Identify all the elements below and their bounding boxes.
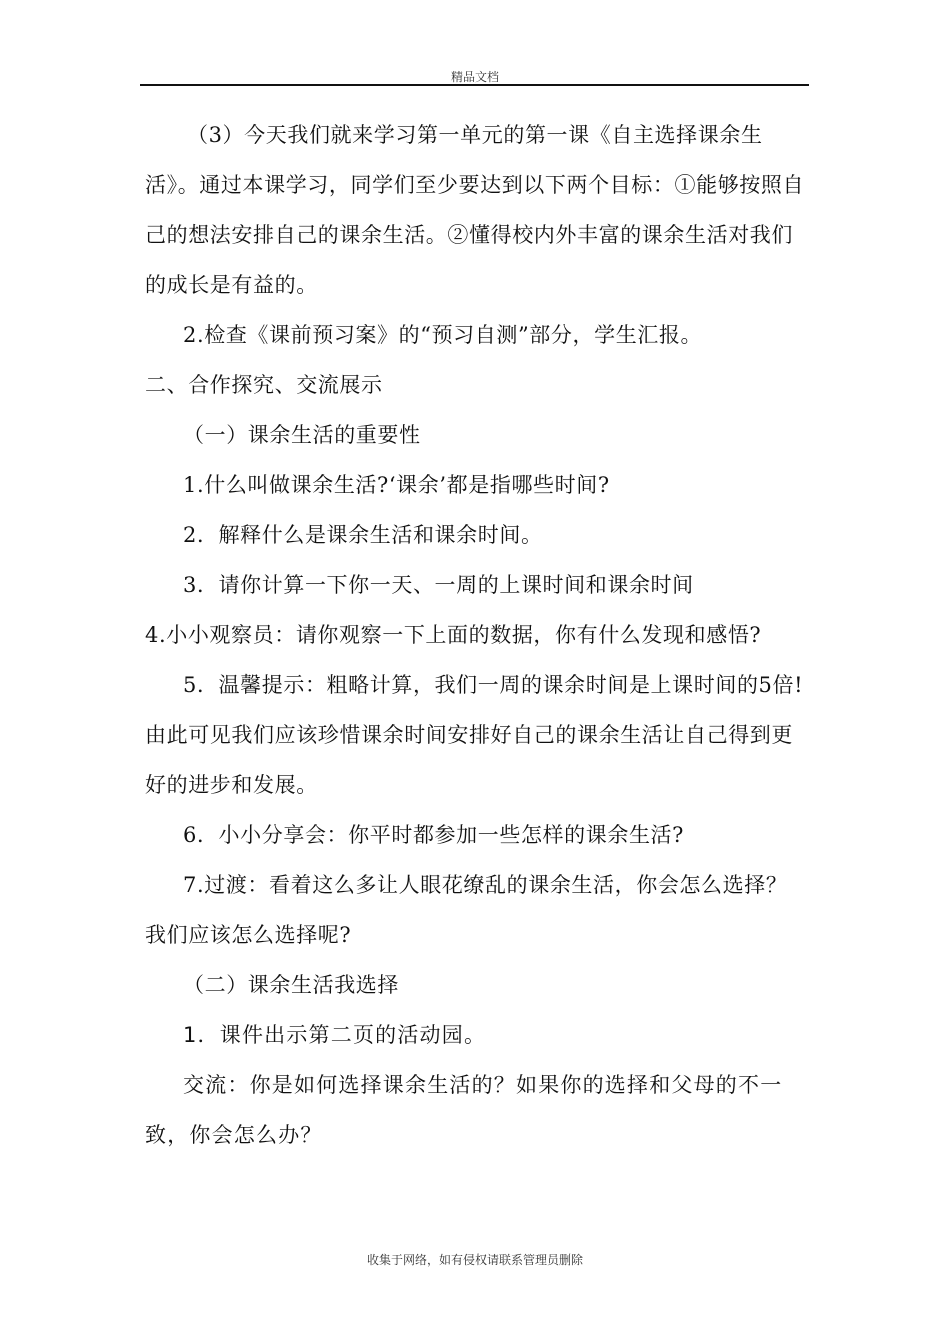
subsection-heading-importance: （一）课余生活的重要性 [183, 423, 421, 447]
question-item-7: 7.过渡：看着这么多让人眼花缭乱的课余生活，你会怎么选择？我们应该怎么选择呢? [145, 873, 788, 947]
page-footer: 收集于网络，如有侵权请联系管理员删除 [366, 1253, 583, 1267]
question-item-2: 2．解释什么是课余生活和课余时间。 [183, 523, 543, 547]
section-heading-cooperation: 二、合作探究、交流展示 [145, 373, 383, 397]
question-item-6: 6．小小分享会：你平时都参加一些怎样的课余生活? [183, 823, 685, 847]
question-item-1: 1.什么叫做课余生活?‘课余’都是指哪些时间? [183, 473, 610, 497]
discussion-paragraph: 交流：你是如何选择课余生活的？如果你的选择和父母的不一致，你会怎么办？ [145, 1073, 783, 1147]
question-item-4: 4.小小观察员：请你观察一下上面的数据，你有什么发现和感悟? [145, 623, 762, 647]
subsection-heading-choice: （二）课余生活我选择 [183, 973, 399, 997]
paragraph-preview-check: 2.检查《课前预习案》的“预习自测”部分，学生汇报。 [183, 323, 703, 347]
activity-item-1: 1．课件出示第二页的活动园。 [183, 1023, 487, 1047]
question-item-3: 3．请你计算一下你一天、一周的上课时间和课余时间 [183, 573, 694, 597]
document-body [145, 110, 807, 1160]
question-item-5: 5．温馨提示：粗略计算，我们一周的课余时间是上课时间的5倍!由此可见我们应该珍惜课余时间安排好自己的课余生活让自己得到更好的进步和发展。 [145, 673, 804, 797]
header-divider [140, 84, 809, 86]
page-header: 精品文档 [450, 70, 499, 84]
paragraph-lesson-intro: （3）今天我们就来学习第一单元的第一课《自主选择课余生活》。通过本课学习，同学们至少要达到以下两个目标：①能够按照自己的想法安排自己的课余生活。②懂得校内外丰富的课余生活对我们的成长是有益的。 [145, 123, 805, 297]
